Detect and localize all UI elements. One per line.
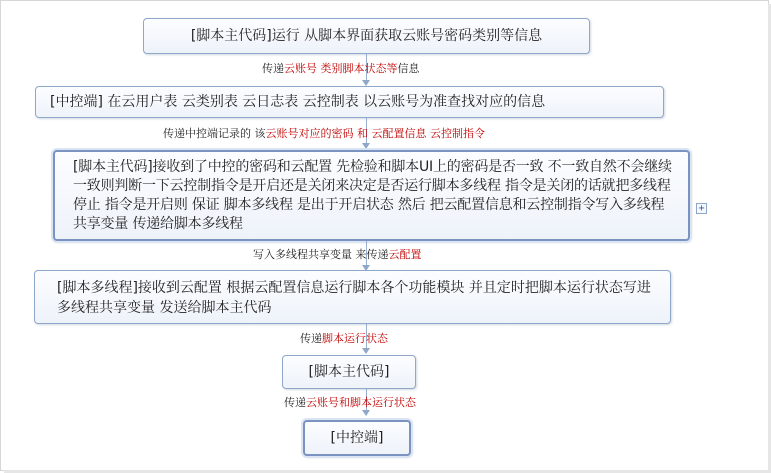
edge-label-2: 传递中控端记录的 该云账号对应的密码 和 云配置信息 云控制指令 xyxy=(163,127,485,140)
arrow-down-icon xyxy=(362,143,370,149)
node-script-threads[interactable] xyxy=(34,270,671,324)
node-text: [脚本多线程]接收到云配置 根据云配置信息运行脚本各个功能模块 并且定时把脚本运行状态写进多线程共享变量 发送给脚本主代码 xyxy=(57,280,651,316)
node-text: [脚本主代码] xyxy=(308,364,390,380)
node-text: [中控端] 在云用户表 云类别表 云日志表 云控制表 以云账号为准查找对应的信息 xyxy=(50,94,546,110)
node-text: [脚本主代码]接收到了中控的密码和云配置 先检验和脚本UI上的密码是否一致 不一致自然不会继续 一致则判断一下云控制指令是开启还是关闭来决定是否运行脚本多线程 指令是关闭的话就把多线程停止 指令是开启则 保证 脚本多线程 是出于开启状态 然后 把云配置信息和云控制指令写入多线程共享变量 传递给脚本多线程 xyxy=(73,159,672,232)
plus-icon[interactable]: + xyxy=(696,203,707,214)
node-control-end[interactable] xyxy=(303,420,411,456)
node-main-code-end[interactable] xyxy=(282,355,416,389)
node-text: [脚本主代码]运行 从脚本界面获取云账号密码类别等信息 xyxy=(190,28,543,44)
node-text: [中控端] xyxy=(330,430,384,446)
arrow-down-icon xyxy=(362,348,370,354)
edge-label-1: 传递云账号 类别脚本状态等信息 xyxy=(262,62,420,75)
node-main-code-start[interactable] xyxy=(143,18,590,54)
edge-label-4: 传递脚本运行状态 xyxy=(300,332,388,345)
edge-label-5: 传递云账号和脚本运行状态 xyxy=(284,396,416,409)
node-main-code-verify[interactable] xyxy=(53,150,690,241)
arrow-down-icon xyxy=(362,410,370,416)
node-control-lookup[interactable] xyxy=(35,86,664,118)
edge-label-3: 写入多线程共享变量 来传递云配置 xyxy=(253,248,422,261)
